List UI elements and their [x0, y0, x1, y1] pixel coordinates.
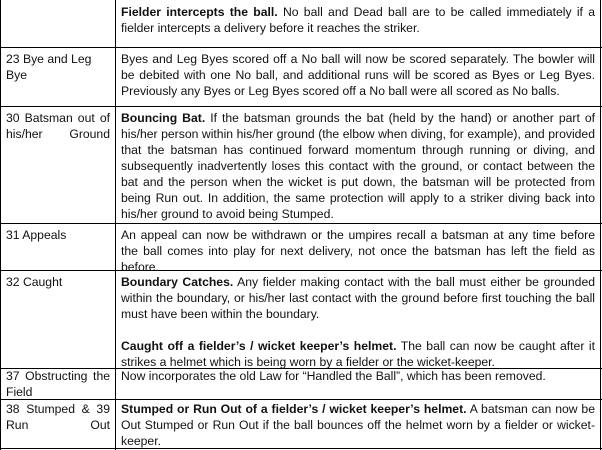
- rule-heading: Fielder intercepts the ball.: [121, 5, 278, 19]
- rule-text: Any fielder making contact with the ball must either be grounded within the boundary, or his/her last contact with the ground before first touching the ball must have been within the boundary.: [121, 275, 595, 321]
- rule-cell: 23 Bye and Leg Bye: [6, 52, 92, 82]
- rule-description: [121, 401, 595, 449]
- rule-text: If the batsman grounds the bat (held by the hand) or another part of his/her person within his/her ground (the elbow when diving, for example), and provided that the batsman has continued forward momentum through running or diving, and subsequently inadvertently loses this contact with the ground, or contact between the bat and the person when the wicket is put down, the batsman will be protected from being Run out. In addition, the same protection will apply to a striker diving back into his/her ground to avoid being Stumped.: [121, 111, 595, 221]
- table-left-border: [0, 0, 1, 450]
- rule-heading: Caught off a fielder’s / wicket keeper’s helmet.: [121, 339, 397, 353]
- rule-cell: 38 Stumped & 39 Run Out: [6, 402, 110, 432]
- table-column-divider: [115, 0, 116, 450]
- rule-description: [121, 4, 595, 36]
- rule-cell: 30 Batsman out of his/her Ground: [6, 111, 110, 141]
- rule-description: Now incorporates the old Law for “Handled the Ball”, which has been removed.: [121, 369, 546, 383]
- row-divider: [0, 223, 602, 224]
- rule-heading: Stumped or Run Out of a fielder’s / wicket keeper’s helmet.: [121, 402, 467, 416]
- rule-cell: 32 Caught: [6, 275, 63, 289]
- row-divider: [0, 106, 602, 107]
- rule-text: The ball can now be caught after it strikes a helmet which is being worn by a fielder or the wicket-keeper.: [121, 339, 596, 369]
- rule-heading: Boundary Catches.: [121, 275, 234, 289]
- table-right-border: [600, 0, 601, 450]
- rule-description: [121, 274, 595, 322]
- rule-cell: 31 Appeals: [6, 228, 67, 242]
- rule-heading: Bouncing Bat.: [121, 111, 206, 125]
- rule-description: [121, 338, 595, 370]
- rule-text: No ball and Dead ball are to be called immediately if a fielder intercepts a delivery before it reaches the striker.: [121, 5, 595, 35]
- row-divider: [0, 47, 602, 48]
- rule-text: A batsman can now be Out Stumped or Run Out if the ball bounces off the helmet worn by a fielder or wicket-keeper.: [121, 402, 595, 448]
- rule-description: [121, 110, 595, 222]
- rule-description: An appeal can now be withdrawn or the umpires recall a batsman at any time before the ball comes into play for next delivery, not once the batsman has left the field as before.: [121, 228, 595, 274]
- rule-cell: 37 Obstructing the Field: [6, 369, 110, 399]
- rule-description: Byes and Leg Byes scored off a No ball will now be scored separately. The bowler will be debited with one No ball, and additional runs will be scored as Byes or Leg Byes. Previously any Byes or Leg Byes scored off a No ball were all scored as No balls.: [121, 52, 595, 98]
